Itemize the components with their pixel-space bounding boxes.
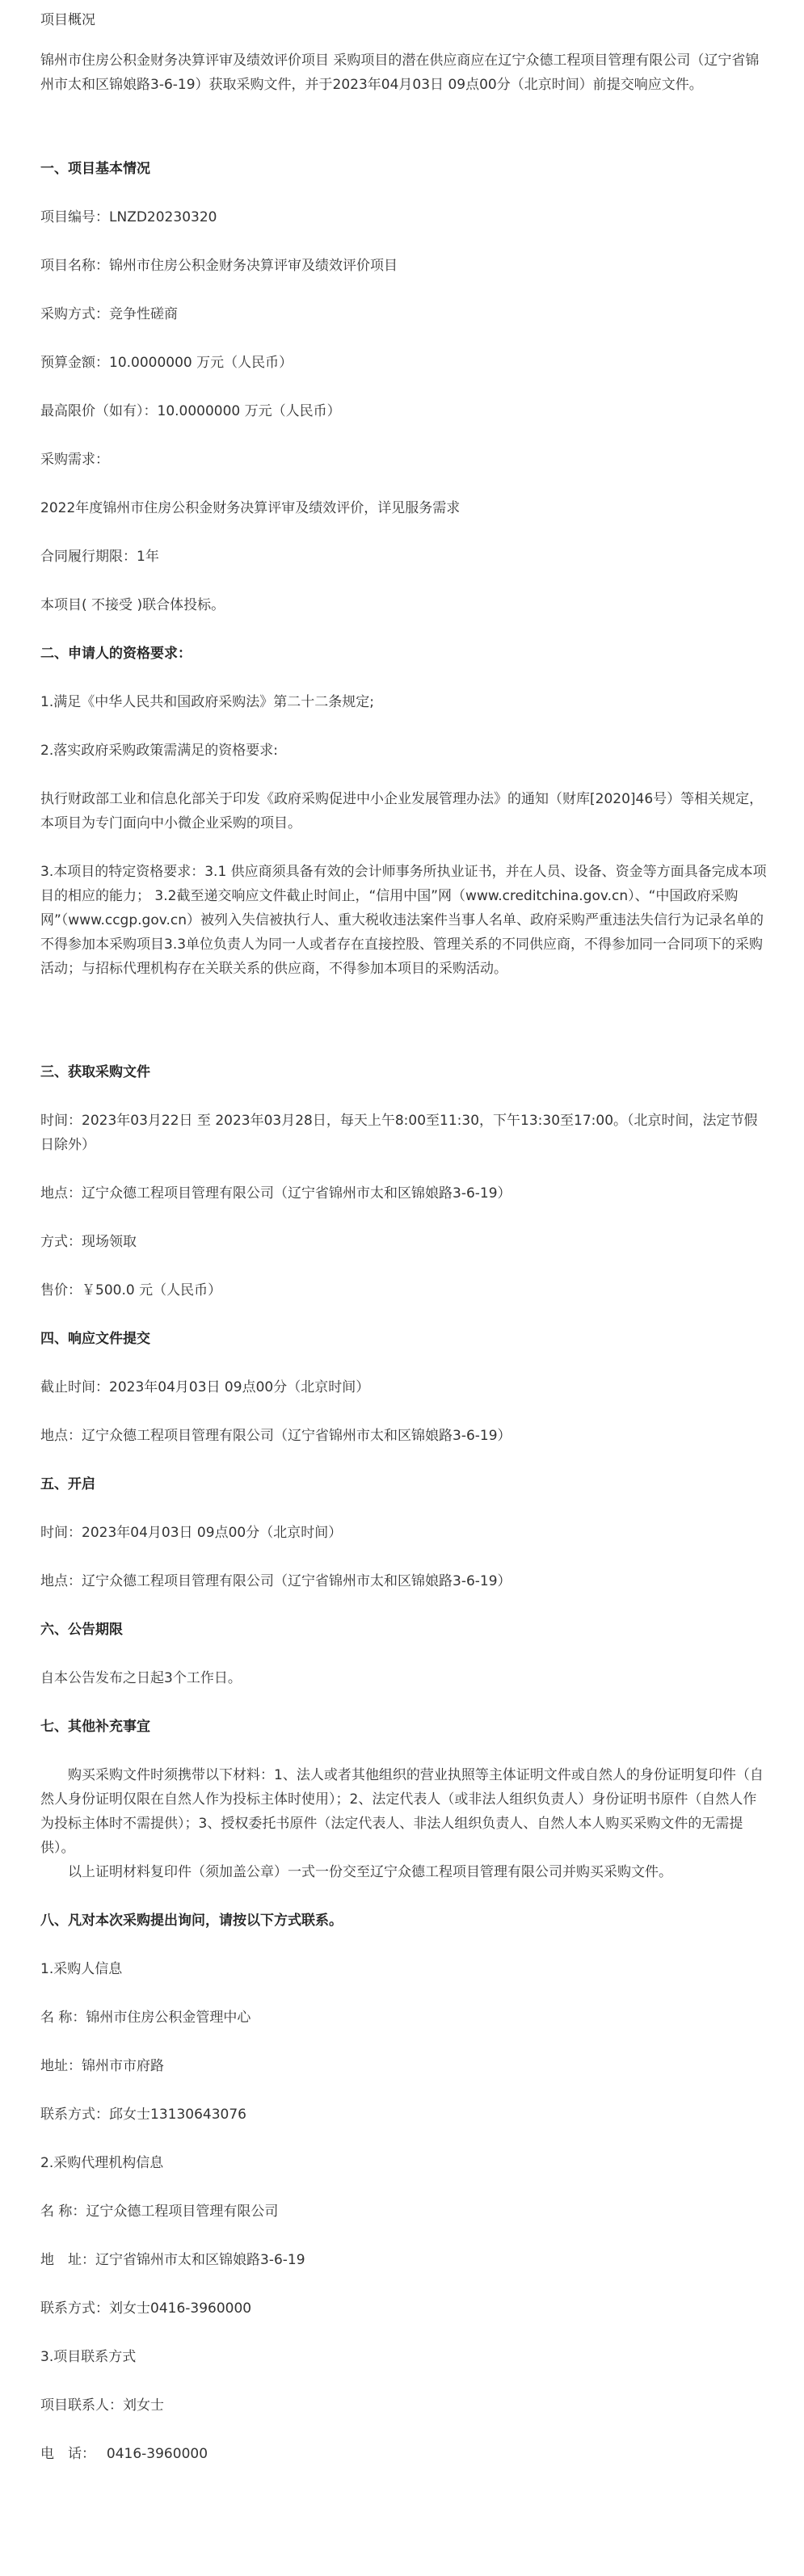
buyer-contact: 联系方式：邱女士13130643076	[40, 2107, 246, 2123]
qualification-item-2: 2.落实政府采购政策需满足的资格要求:	[40, 743, 278, 759]
obtain-time: 时间：2023年03月22日 至 2023年03月28日，每天上午8:00至11:30，下午13:30至17:00。（北京时间，法定节假日除外）	[40, 1113, 758, 1153]
section-heading-notice-period: 六、公告期限	[40, 1622, 123, 1638]
obtain-place: 地点：辽宁众德工程项目管理有限公司（辽宁省锦州市太和区锦娘路3-6-19）	[40, 1185, 511, 1202]
opening-time: 时间：2023年04月03日 09点00分（北京时间）	[40, 1525, 343, 1541]
agent-address: 地 址：辽宁省锦州市太和区锦娘路3-6-19	[40, 2252, 305, 2268]
obtain-method: 方式：现场领取	[40, 1234, 137, 1250]
procurement-method: 采购方式：竞争性磋商	[40, 306, 178, 322]
qualification-item-3: 3.本项目的特定资格要求：3.1 供应商须具备有效的会计师事务所执业证书，并在人员、设备、资金等方面具备完成本项目的相应的能力； 3.2截至递交响应文件截止时间止，“信用中国”网（www.creditchina.gov.cn）、“中国政府采购网”（www.ccgp.gov.cn）被列入失信被执行人、重大税收违法案件当事人名单、政府采购严重违法失信行为记录名单的不得参加本采购项目3.3单位负责人为同一人或者存在直接控股、管理关系的不同供应商，不得参加同一合同项下的采购活动；与招标代理机构存在关联关系的供应商，不得参加本项目的采购活动。	[40, 864, 767, 977]
contract-period: 合同履行期限：1年	[40, 549, 159, 565]
agent-name: 名 称：辽宁众德工程项目管理有限公司	[40, 2203, 279, 2220]
qualification-policy-text: 执行财政部工业和信息化部关于印发《政府采购促进中小企业发展管理办法》的通知（财库[2020]46号）等相关规定，本项目为专门面向中小微企业采购的项目。	[40, 791, 764, 831]
overview-text: 锦州市住房公积金财务决算评审及绩效评价项目 采购项目的潜在供应商应在辽宁众德工程项目管理有限公司（辽宁省锦州市太和区锦娘路3-6-19）获取采购文件，并于2023年04月03日 09点00分（北京时间）前提交响应文件。	[40, 53, 760, 93]
agent-info-title: 2.采购代理机构信息	[40, 2155, 164, 2171]
supplementary-materials: 购买采购文件时须携带以下材料：1、法人或者其他组织的营业执照等主体证明文件或自然人的身份证明复印件（自然人身份证明仅限在自然人作为投标主体时使用）；2、法定代表人（或非法人组织负责人）身份证明书原件（自然人作为投标主体时不需提供）；3、授权委托书原件（法定代表人、非法人组织负责人、自然人本人购买采购文件的无需提供）。	[40, 1767, 764, 1856]
section-heading-contact: 八、凡对本次采购提出询问，请按以下方式联系。	[40, 1913, 343, 1929]
opening-place: 地点：辽宁众德工程项目管理有限公司（辽宁省锦州市太和区锦娘路3-6-19）	[40, 1573, 511, 1589]
demand-label: 采购需求：	[40, 452, 109, 468]
section-heading-supplementary: 七、其他补充事宜	[40, 1719, 150, 1735]
section-heading-qualification: 二、申请人的资格要求：	[40, 646, 192, 662]
max-price: 最高限价（如有）：10.0000000 万元（人民币）	[40, 403, 341, 419]
buyer-info-title: 1.采购人信息	[40, 1961, 123, 1977]
buyer-address: 地址：锦州市市府路	[40, 2058, 164, 2074]
project-contact-phone: 电 话： 0416-3960000	[40, 2446, 208, 2462]
project-contact-person: 项目联系人：刘女士	[40, 2397, 164, 2414]
supplementary-copies: 以上证明材料复印件（须加盖公章）一式一份交至辽宁众德工程项目管理有限公司并购买采购文件。	[68, 1864, 672, 1880]
notice-period-text: 自本公告发布之日起3个工作日。	[40, 1670, 242, 1686]
section-heading-obtain-docs: 三、获取采购文件	[40, 1064, 150, 1080]
overview-title: 项目概况	[40, 12, 95, 28]
document-price: 售价：￥500.0 元（人民币）	[40, 1282, 222, 1299]
project-number: 项目编号：LNZD20230320	[40, 209, 217, 225]
agent-contact: 联系方式：刘女士0416-3960000	[40, 2300, 252, 2317]
project-name: 项目名称：锦州市住房公积金财务决算评审及绩效评价项目	[40, 258, 398, 274]
project-contact-title: 3.项目联系方式	[40, 2349, 137, 2365]
budget-amount: 预算金额：10.0000000 万元（人民币）	[40, 355, 293, 371]
demand-text: 2022年度锦州市住房公积金财务决算评审及绩效评价，详见服务需求	[40, 500, 461, 516]
qualification-item-1: 1.满足《中华人民共和国政府采购法》第二十二条规定;	[40, 694, 374, 710]
consortium-note: 本项目( 不接受 )联合体投标。	[40, 597, 225, 613]
buyer-name: 名 称：锦州市住房公积金管理中心	[40, 2010, 251, 2026]
section-heading-opening: 五、开启	[40, 1476, 95, 1492]
section-heading-basic-info: 一、项目基本情况	[40, 161, 150, 177]
submission-place: 地点：辽宁众德工程项目管理有限公司（辽宁省锦州市太和区锦娘路3-6-19）	[40, 1428, 511, 1444]
submission-deadline: 截止时间：2023年04月03日 09点00分（北京时间）	[40, 1379, 370, 1395]
section-heading-submission: 四、响应文件提交	[40, 1331, 150, 1347]
